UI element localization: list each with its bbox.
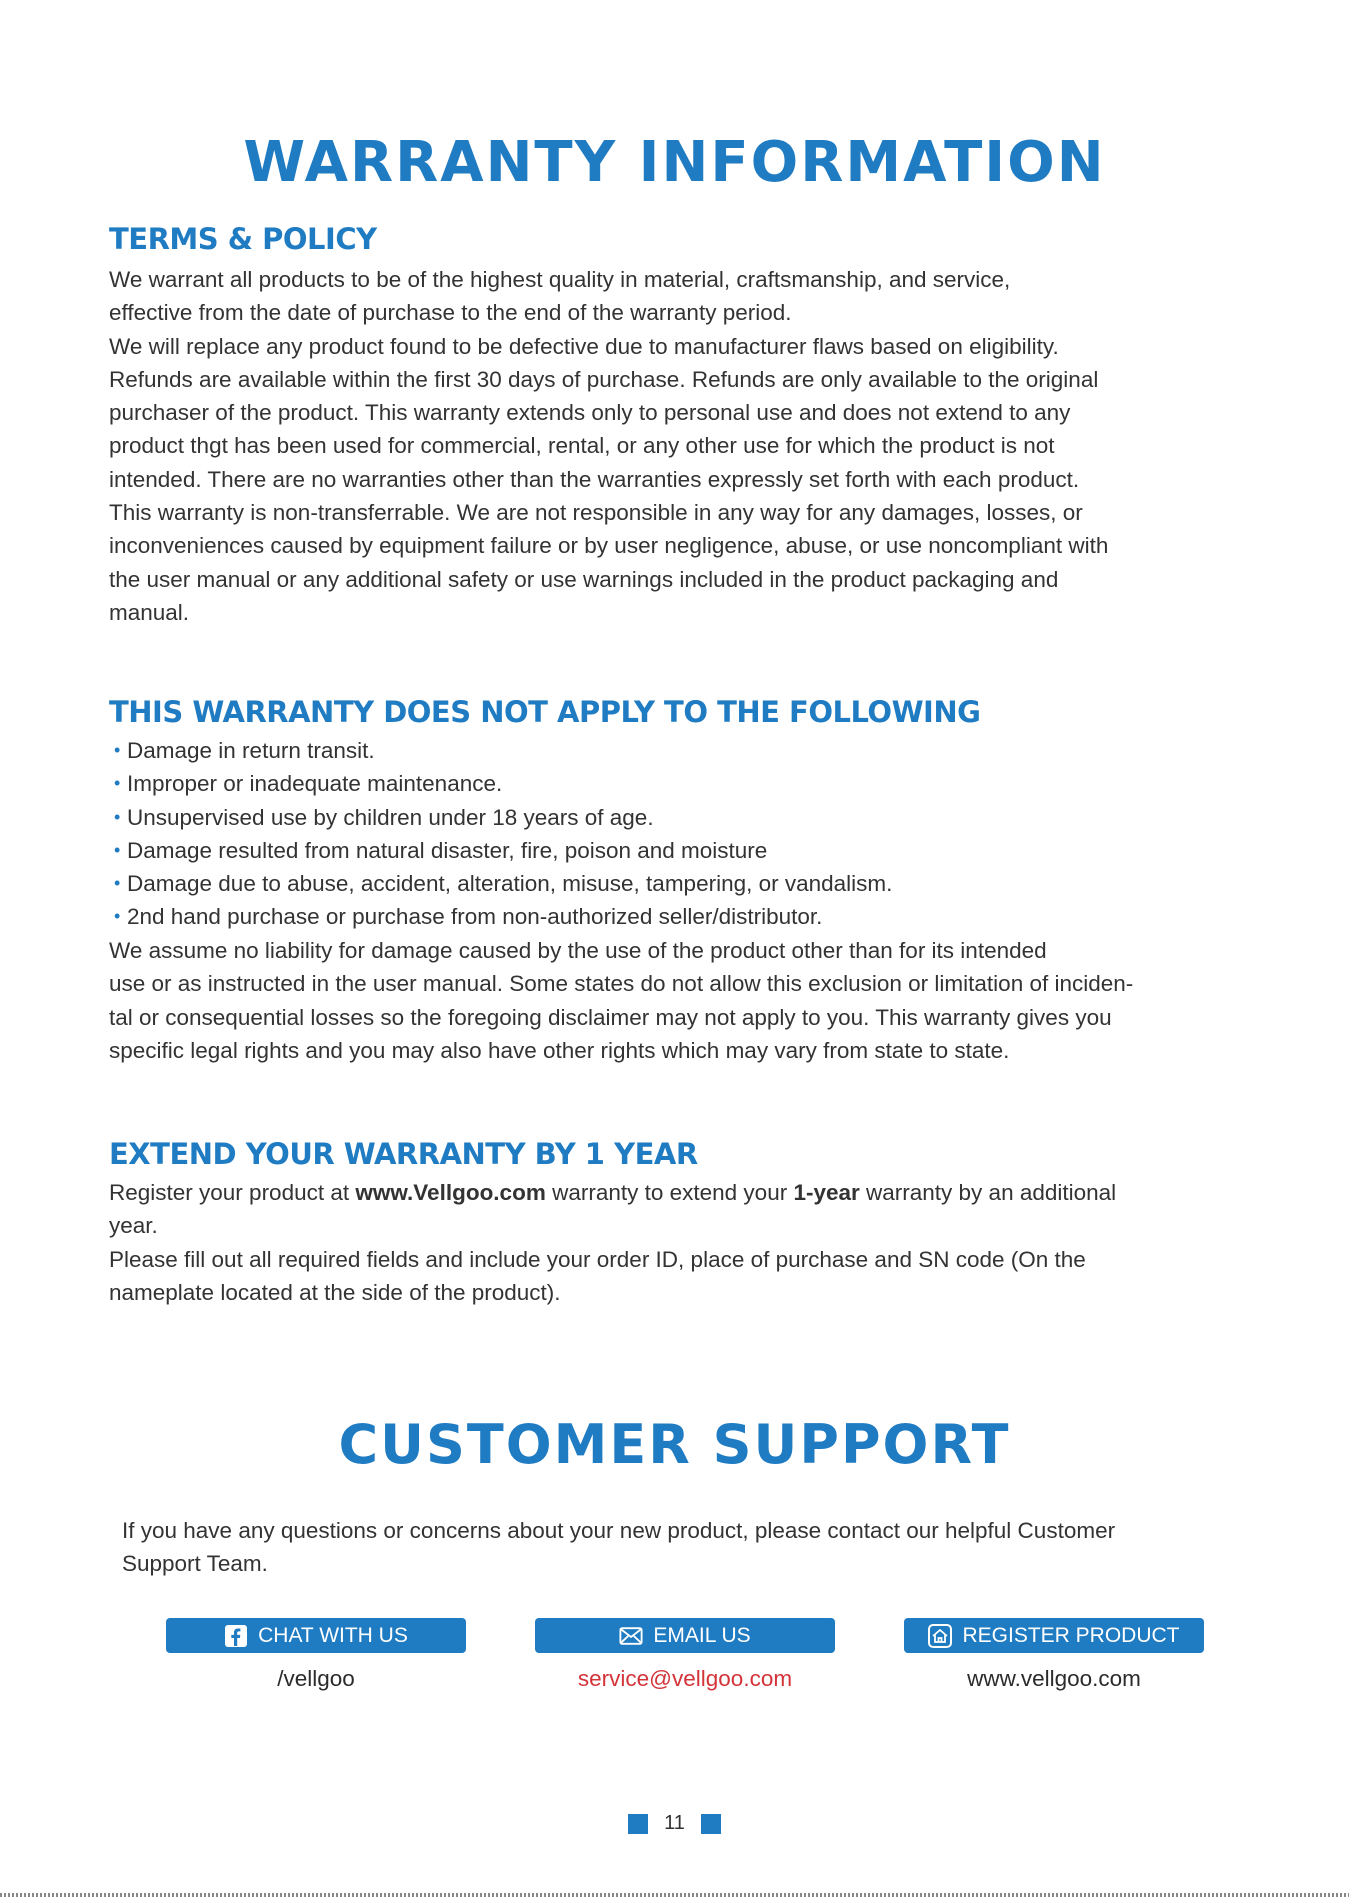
extend-line: nameplate located at the side of the product).: [109, 1279, 561, 1305]
extend-text-segment: Register your product at: [109, 1180, 356, 1205]
email-us-button[interactable]: [535, 1618, 835, 1653]
list-item-text: Damage due to abuse, accident, alteration, misuse, tampering, or vandalism.: [127, 871, 893, 897]
list-item-text: Unsupervised use by children under 18 years of age.: [127, 804, 654, 830]
list-item-text: 2nd hand purchase or purchase from non-authorized seller/distributor.: [127, 904, 823, 930]
facebook-icon: [224, 1624, 248, 1648]
support-title: CUSTOMER SUPPORT: [338, 1413, 1011, 1476]
email-us-label: EMAIL US: [653, 1623, 751, 1647]
terms-line: We warrant all products to be of the highest quality in material, craftsmanship, and service,: [109, 267, 1011, 292]
list-item: [109, 867, 1249, 900]
support-intro-line: If you have any questions or concerns about your new product, please contact our helpful Customer: [122, 1518, 1116, 1543]
liability-line: We assume no liability for damage caused by the use of the product other than for its intended: [109, 938, 1047, 963]
terms-line: product thgt has been used for commercial, rental, or any other use for which the product is not: [109, 433, 1055, 459]
footer-square-icon: [701, 1814, 721, 1834]
bullet-icon: •: [114, 839, 121, 860]
website-link[interactable]: www.Vellgoo.com: [355, 1180, 546, 1205]
register-product-label: REGISTER PRODUCT: [962, 1623, 1180, 1647]
footer-square-icon: [628, 1814, 648, 1834]
terms-line: inconveniences caused by equipment failure or by user negligence, abuse, or use noncompliant with: [109, 533, 1109, 559]
terms-line: purchaser of the product. This warranty extends only to personal use and does not extend to any: [109, 400, 1071, 426]
website-url-link[interactable]: www.vellgoo.com: [967, 1666, 1141, 1691]
extend-text: [109, 1176, 1249, 1309]
extend-line: [109, 1176, 1249, 1209]
terms-heading: TERMS & POLICY: [109, 222, 377, 256]
terms-text: [109, 263, 1249, 629]
list-item: [109, 801, 1249, 834]
list-item-text: Damage resulted from natural disaster, fire, poison and moisture: [127, 837, 768, 863]
support-email-link[interactable]: service@vellgoo.com: [577, 1666, 793, 1691]
page-title: WARRANTY INFORMATION: [243, 130, 1106, 195]
list-item-text: Improper or inadequate maintenance.: [127, 771, 503, 797]
chat-with-us-button[interactable]: [166, 1618, 466, 1653]
liability-line: specific legal rights and you may also have other rights which may vary from state to state.: [109, 1037, 1010, 1063]
list-item: [109, 900, 1249, 933]
page-number: 11: [664, 1812, 685, 1834]
one-year-emphasis: 1-year: [793, 1180, 860, 1205]
bullet-icon: •: [114, 906, 121, 927]
bullet-icon: •: [114, 773, 121, 794]
terms-line: We will replace any product found to be defective due to manufacturer flaws based on eligibility.: [109, 333, 1059, 359]
envelope-icon: [619, 1624, 643, 1648]
support-intro: [122, 1514, 1252, 1581]
extend-line: year.: [109, 1213, 158, 1239]
home-icon: [928, 1624, 952, 1648]
extend-heading: EXTEND YOUR WARRANTY BY 1 YEAR: [109, 1137, 698, 1171]
terms-line: This warranty is non-transferrable. We are not responsible in any way for any damages, losses, or: [109, 500, 1083, 526]
support-intro-line: Support Team.: [122, 1551, 268, 1577]
bullet-icon: •: [114, 873, 121, 894]
terms-line: effective from the date of purchase to the end of the warranty period.: [109, 300, 792, 326]
terms-line: intended. There are no warranties other than the warranties expressly set forth with each product.: [109, 466, 1080, 492]
extend-text-segment: warranty to extend your: [545, 1180, 794, 1205]
list-item: [109, 734, 1249, 767]
exclusions-heading: THIS WARRANTY DOES NOT APPLY TO THE FOLLOWING: [109, 695, 981, 729]
list-item: [109, 767, 1249, 800]
liability-line: use or as instructed in the user manual. Some states do not allow this exclusion or limitation of inciden-: [109, 971, 1134, 997]
page-edge-divider: [0, 1893, 1349, 1897]
list-item-text: Damage in return transit.: [127, 738, 375, 763]
page-footer: [0, 1812, 1349, 1835]
register-product-button[interactable]: [904, 1618, 1204, 1653]
extend-text-segment: warranty by an additional: [859, 1180, 1117, 1205]
bullet-icon: •: [114, 740, 121, 760]
terms-line: the user manual or any additional safety or use warnings included in the product packaging and: [109, 566, 1059, 592]
liability-line: tal or consequential losses so the foregoing disclaimer may not apply to you. This warranty gives you: [109, 1004, 1112, 1030]
terms-line: Refunds are available within the first 30 days of purchase. Refunds are only available to the original: [109, 366, 1099, 392]
extend-line: Please fill out all required fields and include your order ID, place of purchase and SN code (On the: [109, 1246, 1086, 1272]
facebook-handle[interactable]: /vellgoo: [277, 1666, 355, 1691]
exclusions-list: [109, 734, 1249, 934]
list-item: [109, 834, 1249, 867]
terms-line: manual.: [109, 599, 190, 625]
bullet-icon: •: [114, 806, 121, 827]
chat-with-us-label: CHAT WITH US: [258, 1623, 408, 1647]
liability-text: [109, 934, 1249, 1067]
